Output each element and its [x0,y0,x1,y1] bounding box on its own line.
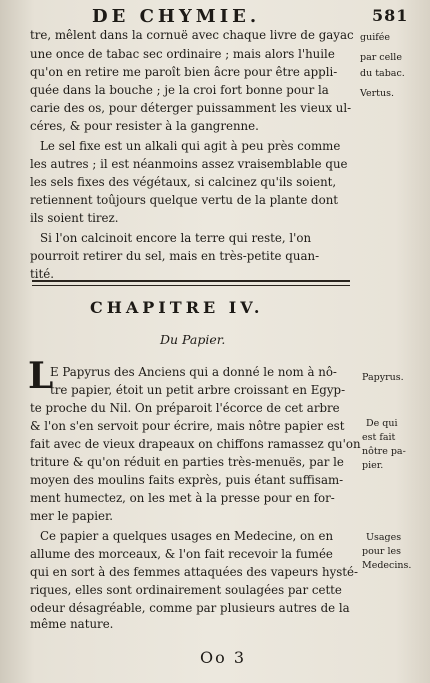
margin-note: nôtre pa- [362,446,406,457]
text-line: moyen des moulins faits exprès, puis étant suffisam- [30,473,344,487]
section-heading: Du Papier. [160,332,226,347]
text-line: qu'on en retire me paroît bien âcre pour être appli- [30,65,338,79]
text-line: E Papyrus des Anciens qui a donné le nom à nô- [50,365,337,379]
page-number: 581 [372,6,409,25]
margin-note: De qui [366,418,398,429]
margin-note: guifée [360,32,390,43]
text-line: te proche du Nil. On préparoit l'écorce de cet arbre [30,401,340,415]
running-head: DE CHYMIE. [92,6,261,27]
text-line: même nature. [30,617,114,631]
text-line: Si l'on calcinoit encore la terre qui reste, l'on [40,231,312,245]
margin-note: pour les [362,546,402,557]
margin-note: Medecins. [362,560,412,571]
text-line: pourroit retirer du sel, mais en très-petite quan- [30,249,320,263]
drop-cap: L [28,355,54,397]
text-line: & l'on s'en servoit pour écrire, mais nôtre papier est [30,419,345,433]
text-line: ment humectez, on les met à la presse pour en for- [30,491,335,505]
text-line: ils soient tirez. [30,211,119,225]
margin-note: par celle [360,52,402,63]
text-line: Le sel fixe est un alkali qui agit à peu près comme [40,139,341,153]
text-line: allume des morceaux, & l'on fait recevoir la fumée [30,547,333,561]
text-line: Ce papier a quelques usages en Medecine, on en [40,529,334,543]
text-line: fait avec de vieux drapeaux on chiffons ramassez qu'on [30,437,361,451]
margin-note: du tabac. [360,68,405,79]
margin-note: pier. [362,460,384,471]
text-line: retiennent toûjours quelque vertu de la plante dont [30,193,339,207]
text-line: tre papier, étoit un petit arbre croissant en Egyp- [50,383,346,397]
margin-note: Usages [366,532,402,543]
margin-note: Papyrus. [362,372,404,383]
text-line: riques, elles sont ordinairement soulagées par cette [30,583,342,597]
horizontal-rule [32,280,350,286]
text-line: qui en sort à des femmes attaquées des vapeurs hysté- [30,565,359,579]
margin-note: Vertus. [360,88,394,99]
text-line: carie des os, pour déterger puissamment les vieux ul- [30,101,352,115]
text-line: les autres ; il est néanmoins assez vraisemblable que [30,157,348,171]
text-line: les sels fixes des végétaux, si calcinez qu'ils soient, [30,175,337,189]
margin-note: est fait [362,432,396,443]
text-line: céres, & pour resister à la gangrenne. [30,119,259,133]
chapter-heading: CHAPITRE IV. [90,298,264,317]
text-line: mer le papier. [30,509,114,523]
text-line: triture & qu'on réduit en parties très-menuës, par le [30,455,344,469]
text-line: quée dans la bouche ; je la croi fort bonne pour la [30,83,329,97]
signature-mark: Oo 3 [200,648,247,667]
text-line: tre, mêlent dans la cornuë avec chaque livre de gayac [30,28,354,42]
text-line: une once de tabac sec ordinaire ; mais alors l'huile [30,47,335,61]
text-line: tité. [30,267,54,281]
text-line: odeur désagréable, comme par plusieurs autres de la [30,601,350,615]
